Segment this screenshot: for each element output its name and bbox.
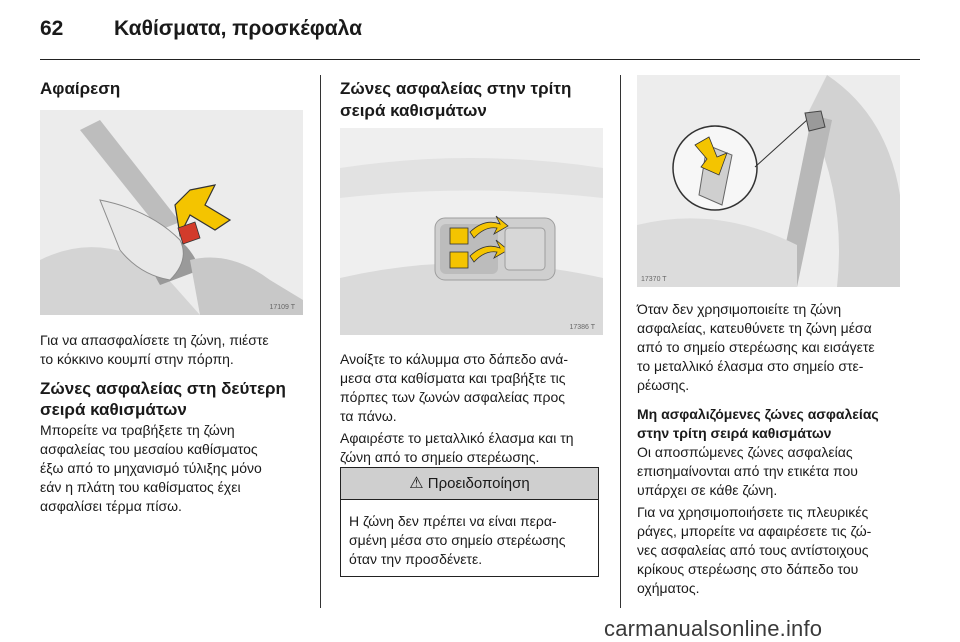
- paragraph-second-row-line-4: εάν η πλάτη του καθίσματος έχει: [40, 479, 241, 495]
- paragraph-detachable-line-2: επισημαίνονται από την ετικέτα που: [637, 463, 858, 479]
- paragraph-release-line-1: Για να απασφαλίσετε τη ζώνη, πιέστε: [40, 332, 269, 348]
- paragraph-side-rails-line-3: νες ασφαλείας από τους αντίστοιχους: [637, 542, 869, 558]
- paragraph-side-rails-line-5: οχήματος.: [637, 580, 700, 596]
- column-divider-2: [620, 75, 621, 608]
- subheading-non-locking-line-1: Μη ασφαλιζόμενες ζώνες ασφαλείας: [637, 406, 879, 422]
- floor-cover-illustration: [340, 128, 603, 335]
- paragraph-side-rails-line-4: κρίκους στερέωσης στο δάπεδο του: [637, 561, 859, 577]
- warning-box: [340, 467, 599, 577]
- figure-code: 17109 T: [269, 304, 295, 311]
- paragraph-floor-cover-line-1: Ανοίξτε το κάλυμμα στο δάπεδο ανά-: [340, 351, 569, 367]
- warning-line-3: όταν την προσδένετε.: [349, 551, 483, 567]
- paragraph-second-row-line-5: ασφαλίσει τέρμα πίσω.: [40, 498, 182, 514]
- paragraph-side-rails-line-1: Για να χρησιμοποιήσετε τις πλευρικές: [637, 504, 869, 520]
- paragraph-second-row-line-2: ασφαλείας του μεσαίου καθίσματος: [40, 441, 258, 457]
- buckle-illustration: [40, 110, 303, 315]
- subheading-non-locking-line-2: στην τρίτη σειρά καθισμάτων: [637, 425, 832, 441]
- paragraph-stow-line-1: Όταν δεν χρησιμοποιείτε τη ζώνη: [637, 301, 842, 317]
- page-header: [40, 8, 920, 48]
- section-heading-second-row-line-1: Ζώνες ασφαλείας στη δεύτερη: [40, 379, 286, 398]
- paragraph-stow-line-4: το μεταλλικό έλασμα στο σημείο στε-: [637, 358, 864, 374]
- page-number: 62: [40, 17, 64, 40]
- paragraph-release-line-2: το κόκκινο κουμπί στην πόρπη.: [40, 351, 234, 367]
- warning-header: [341, 468, 598, 500]
- section-heading-removal: Αφαίρεση: [40, 79, 121, 98]
- paragraph-second-row-line-3: έξω από το μηχανισμό τύλιξης μόνο: [40, 460, 262, 476]
- paragraph-remove-plate-line-2: ζώνη από το σημείο στερέωσης.: [340, 449, 540, 465]
- figure-code: 17370 T: [641, 276, 667, 283]
- column-divider-1: [320, 75, 321, 608]
- paragraph-floor-cover-line-4: τα πάνω.: [340, 408, 397, 424]
- paragraph-detachable-line-3: υπάρχει σε κάθε ζώνη.: [637, 482, 778, 498]
- figure-buckle-release: [40, 110, 303, 315]
- warning-body: [341, 500, 598, 569]
- figure-floor-cover: [340, 128, 603, 335]
- warning-title: Προειδοποίηση: [427, 475, 530, 492]
- section-heading-second-row-line-2: σειρά καθισμάτων: [40, 400, 187, 419]
- paragraph-stow-line-5: ρέωσης.: [637, 377, 690, 393]
- paragraph-floor-cover-line-3: πόρπες των ζωνών ασφαλείας προς: [340, 389, 566, 405]
- page-title: Καθίσματα, προσκέφαλα: [114, 17, 362, 40]
- paragraph-stow-line-2: ασφαλείας, κατευθύνετε τη ζώνη μέσα: [637, 320, 872, 336]
- warning-line-1: Η ζώνη δεν πρέπει να είναι περα-: [349, 513, 557, 529]
- paragraph-floor-cover-line-2: μεσα στα καθίσματα και τραβήξτε τις: [340, 370, 566, 386]
- paragraph-second-row-line-1: Μπορείτε να τραβήξετε τη ζώνη: [40, 422, 235, 438]
- watermark-link[interactable]: carmanualsonline.info: [604, 616, 823, 641]
- paragraph-side-rails-line-2: ράγες, μπορείτε να αφαιρέσετε τις ζώ-: [637, 523, 872, 539]
- paragraph-detachable-line-1: Οι αποσπώμενες ζώνες ασφαλείας: [637, 444, 853, 460]
- paragraph-stow-line-3: από το σημείο στερέωσης και εισάγετε: [637, 339, 875, 355]
- section-heading-third-row-line-2: σειρά καθισμάτων: [340, 101, 487, 120]
- paragraph-remove-plate-line-1: Αφαιρέστε το μεταλλικό έλασμα και τη: [340, 430, 574, 446]
- figure-code: 17386 T: [569, 324, 595, 331]
- section-heading-third-row-line-1: Ζώνες ασφαλείας στην τρίτη: [340, 79, 572, 98]
- warning-icon: ⚠: [409, 475, 424, 492]
- warning-line-2: σμένη μέσα στο σημείο στερέωσης: [349, 532, 566, 548]
- header-divider: [40, 59, 920, 60]
- figure-anchor-point: [637, 75, 900, 287]
- anchor-illustration: [637, 75, 900, 287]
